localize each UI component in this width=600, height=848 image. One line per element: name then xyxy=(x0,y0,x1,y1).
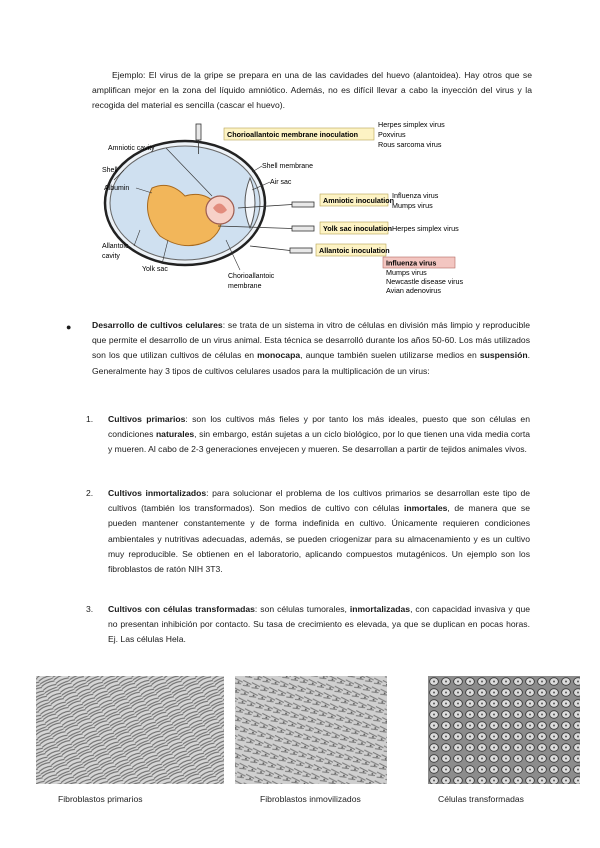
bullet-title: Desarrollo de cultivos celulares xyxy=(92,320,223,330)
item-title: Cultivos inmortalizados xyxy=(108,488,207,498)
list-item-inmortalizados xyxy=(86,486,530,577)
label-allantoic-2: cavity xyxy=(102,253,120,260)
caption-primarios: Fibroblastos primarios xyxy=(58,794,143,804)
cultivos-celulares-paragraph xyxy=(92,318,530,379)
item-text-1: : para solucionar el problema de los cultivos primarios se desarrollan este tipo de cultivos (también los transformados). Son medios de cultivo con células xyxy=(108,488,530,514)
egg-inoculation-diagram xyxy=(100,118,500,296)
allantoic-inoculation-label: Allantoic inoculation xyxy=(319,246,390,255)
syringe-amniotic xyxy=(292,202,314,207)
bullet-text-3: . Generalmente hay 3 tipos de cultivos celulares usados para la multiplicación de un virus: xyxy=(92,350,530,376)
item-text-2: , sin embargo, están sujetas a un ciclo biológico, por lo que tienen una vida media corta y mueren. Al cabo de 2-3 generaciones envejecen y mueren. Se desarrollan a partir de tejidos animales vivos. xyxy=(108,429,531,455)
list-item-primarios xyxy=(86,412,531,458)
label-yolk-sac: Yolk sac xyxy=(142,266,168,273)
allantoic-virus-3: Newcastle disease virus xyxy=(386,277,464,286)
item-text-1: : son células tumorales, xyxy=(254,604,350,614)
chorio-virus-1: Herpes simplex virus xyxy=(378,120,445,129)
syringe-chorio xyxy=(196,124,201,140)
bullet-text-2: , aunque también suelen utilizarse medios en xyxy=(300,350,480,361)
item-text-1: : son los cultivos más fieles y por tanto los más ideales, puesto que son células en condiciones xyxy=(108,414,530,440)
amniotic-virus-1: Influenza virus xyxy=(392,191,439,200)
label-amniotic-cavity: Amniotic cavity xyxy=(108,145,155,152)
label-chorio-1: Chorioallantoic xyxy=(228,273,275,280)
allantoic-virus-2: Mumps virus xyxy=(386,268,427,277)
chorio-inoculation-label: Chorioallantoic membrane inoculation xyxy=(227,130,358,139)
caption-inmovilizados: Fibroblastos inmovilizados xyxy=(260,794,361,804)
list-number: 3. xyxy=(86,604,94,614)
label-shell: Shell xyxy=(102,167,118,174)
chorio-virus-3: Rous sarcoma virus xyxy=(378,140,442,149)
bullet-bold-1: monocapa xyxy=(257,350,301,361)
label-shell-membrane: Shell membrane xyxy=(262,163,313,170)
list-number: 2. xyxy=(86,488,94,498)
allantoic-virus-4: Avian adenovirus xyxy=(386,286,442,295)
list-item-transformadas xyxy=(86,602,530,648)
bullet-bold-2: suspensión xyxy=(479,350,528,361)
item-bold-1: naturales xyxy=(155,429,195,440)
yolk-inoculation-label: Yolk sac inoculation xyxy=(323,224,392,233)
allantoic-virus-1: Influenza virus xyxy=(386,258,437,268)
list-number: 1. xyxy=(86,414,94,424)
item-bold-1: inmortalizadas xyxy=(349,604,411,614)
label-air-sac: Air sac xyxy=(270,179,292,186)
label-albumin: Albumin xyxy=(104,185,130,192)
item-title: Cultivos con células transformadas xyxy=(108,604,255,614)
label-allantoic-1: Allantoic xyxy=(102,243,129,250)
label-chorio-2: membrane xyxy=(228,283,262,290)
item-text-2: , de manera que se pueden mantener constantemente y de forma indefinida en cultivo. Únicamente requieren condiciones ambientales y nutritivas adecuadas, además, se pueden criogenizar para su almacenamiento y es un cultivo muy reproducible. Se obtienen en el laboratorio, aplicando compuestos mutagénicos. Un ejemplo son los fibroblastos de ratón NIH 3T3. xyxy=(108,503,530,575)
photo-fibroblastos-primarios xyxy=(36,676,224,784)
photo-fibroblastos-inmovilizados xyxy=(235,676,387,784)
item-title: Cultivos primarios xyxy=(108,414,186,424)
bullet-text-1: : se trata de un sistema in vitro de células en división más limpio y reproducible que permite el desarrollo de un virus animal. Esta técnica se desarrolló durante los años 50-60. Los más utilizados son los que utilizan cultivos de células en xyxy=(92,320,530,361)
syringe-yolk xyxy=(292,226,314,231)
amniotic-virus-2: Mumps virus xyxy=(392,201,433,210)
bullet-dot: ● xyxy=(66,322,72,332)
caption-transformadas: Células transformadas xyxy=(438,794,524,804)
syringe-allantoic xyxy=(290,248,312,253)
amniotic-inoculation-label: Amniotic inoculation xyxy=(323,196,395,205)
yolk-virus-1: Herpes simplex virus xyxy=(392,224,459,233)
intro-paragraph: Ejemplo: El virus de la gripe se prepara en una de las cavidades del huevo (alantoidea). Hay otros que se amplifican mejor en la zona del líquido amniótico. Además, no es difícil llevar a cabo la inyección del virus y la recogida del material es sencilla (cascar el huevo). xyxy=(92,70,532,111)
chorio-virus-2: Poxvirus xyxy=(378,130,406,139)
item-bold-1: inmortales xyxy=(403,503,448,514)
photo-celulas-transformadas xyxy=(428,676,580,784)
item-text-2: , con capacidad invasiva y que no presentan inhibición por contacto. Su tasa de crecimiento es elevada, ya que se duplican en pocas horas. Ej. Las células Hela. xyxy=(108,604,530,645)
